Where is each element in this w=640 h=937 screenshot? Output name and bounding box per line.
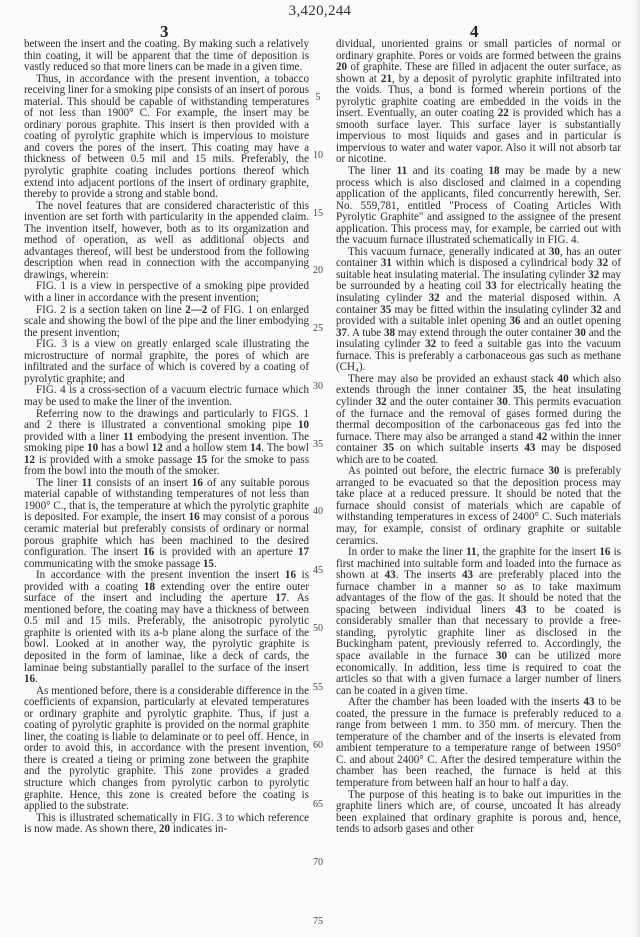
page-number-right: 4 [470, 22, 479, 41]
page-edge-shadow [634, 0, 640, 937]
paragraph: Thus, in accordance with the present invention, a tobacco receiving liner for a smoking pipe consists of an insert of porous material. This should be capable of withstanding temperatures of not less than 1900° C. For example, the insert may be ordinary porous graphite. This insert is then provided with a coating of pyrolytic graphite which is impervious to moisture and covers the pores of the insert. This coating may have a thickness of between 0.5 mil and 15 mils. Preferably, the pyrolytic graphite coating includes portions thereof which extend into adjacent portions of the insert of ordinary graphite, thereby to provide a strong and stable bond. [24, 72, 310, 201]
line-number: 5 [315, 92, 321, 103]
line-number: 35 [313, 439, 323, 450]
paragraph: There may also be provided an exhaust stack 40 which also extends through the inner container 35, the heat insulating cylinder 32 and the outer container 30. This permits evacuation of the furnace and the removal of gases formed during the thermal decomposition of the carbonaceous gas fed into the furnace. There may also be arranged a stand 42 within the inner container 35 on which suitable inserts 43 may be disposed which are to be coated. [336, 372, 622, 466]
line-number: 20 [313, 265, 323, 276]
paragraph: In accordance with the present invention the insert 16 is provided with a coating 18 extending over the entire outer surface of the insert and including the aperture 17. As mentioned before, the coating may have a thickness of between 0.5 mil and 15 mils. Preferably, the anisotropic pyrolytic graphite is oriented with its a-b plane along the surface of the bowl. Looked at in another way, the pyrolytic graphite is deposited in the form of laminae, like a deck of cards, the laminae being substantially parallel to the surface of the insert 16. [24, 569, 309, 686]
paragraph: As mentioned before, there is a considerable difference in the coefficients of expansion, particularly at elevated temperatures or ordinary graphite and pyrolytic graphite. Thus, if just a coating of pyrolytic graphite is provided on the normal graphite liner, the coating is liable to delaminate or to peel off. Hence, in order to avoid this, in accordance with the present invention, there is created a tieing or priming zone between the graphite and the pyrolytic graphite. This zone provides a graded structure which changes from pyrolytic carbon to pyrolytic graphite. Hence, this zone is created before the coating is applied to the substrate. [24, 684, 309, 813]
paragraph: between the insert and the coating. By making such a relatively thin coating, it will be apparent that the time of deposition is vastly reduced so that more liners can be made in a given time. [24, 38, 309, 74]
paragraph: This vacuum furnace, generally indicated at 30, has an outer container 31 within which is disposed a cylindrical body 32 of suitable heat insulating material. The insulating cylinder 32 may be surrounded by a heating coil 33 for electrically heating the insulating cylinder 32 and the material disposed within. A container 35 may be fitted within the insulating cylinder 32 and provided with a suitable inlet opening 36 and an outlet opening 37. A tube 38 may extend through the outer container 30 and the insulating cylinder 32 to feed a suitable gas into the vacuum furnace. This is preferably a carbonaceous gas such as methane (CH₄). [336, 245, 622, 374]
paragraph: As pointed out before, the electric furnace 30 is preferably arranged to be evacuated so that the deposition process may take place at a reduced pressure. It should be noted that the furnace should consist of materials which are capable of withstanding temperatures in excess of 2400° C. Such materials may, for example, consist of ordinary graphite or suitable ceramics. [336, 465, 621, 547]
line-number: 45 [313, 565, 323, 576]
line-number: 55 [313, 682, 323, 693]
line-number: 50 [313, 623, 323, 634]
paragraph: The novel features that are considered characteristic of this invention are set forth with particularity in the appended claim. The invention itself, however, both as to its organization and method of operation, as well as additional objects and advantages thereof, will best be understood from the following description when read in connection with the accompanying drawings, wherein: [24, 199, 309, 281]
paragraph: dividual, unoriented grains or small particles of normal or ordinary graphite. Pores or voids are formed between the grains 20 of graphite. These are filled in adjacent the outer surface, as shown at 21, by a deposit of pyrolytic graphite infiltrated into the voids. Thus, a bond is formed wherein portions of the pyrolytic graphite coating are embedded in the voids in the insert. Eventually, an outer coating 22 is provided which has a smooth surface layer. This surface layer is substantially impervious to most liquids and gases and in particular is impervious to water and water vapor. Also it will not absorb tar or nicotine. [336, 38, 621, 166]
paragraph: In order to make the liner 11, the graphite for the insert 16 is first machined into suitable form and loaded into the furnace as shown at 43. The inserts 43 are preferably placed into the furnace chamber in a manner so as to take maximum advantages of the flow of the gas. It should be noted that the spacing between individual liners 43 to be coated is considerably smaller than that necessary to provide a free-standing, pyrolytic graphite liner as disclosed in the Buckingham patent, previously referred to. Accordingly, the space available in the furnace 30 can be utilized more economically. In addition, less time is required to coat the articles so that with a given furnace a larger number of liners can be coated in a given time. [336, 546, 622, 697]
line-number: 75 [313, 916, 323, 927]
paragraph: FIG. 4 is a cross-section of a vacuum electric furnace which may be used to make the liner of the invention. [24, 384, 309, 408]
line-number: 25 [313, 323, 323, 334]
paragraph: The liner 11 and its coating 18 may be made by a new process which is also disclosed and claimed in a copending application of the applicants, filed concurrently herewith, Ser. No. 559,781, entitled "Process of Coating Articles With Pyrolytic Graphite" and assigned to the assignee of the present application. This process may, for example, be carried out with the vacuum furnace illustrated schematically in FIG. 4. [336, 165, 621, 247]
line-number: 10 [313, 150, 323, 161]
page-number-left: 3 [160, 22, 169, 41]
paragraph: This is illustrated schematically in FIG. 3 to which reference is now made. As shown there, 20 indicates in- [24, 811, 309, 836]
paragraph: FIG. 1 is a view in perspective of a smoking pipe provided with a liner in accordance with the present invention; [24, 280, 309, 305]
paragraph: Referring now to the drawings and particularly to FIGS. 1 and 2 there is illustrated a conventional smoking pipe 10 provided with a liner 11 embodying the present invention. The smoking pipe 10 has a bowl 12 and a hollow stem 14. The bowl 12 is provided with a smoke passage 15 for the smoke to pass from the bowl into the mouth of the smoker. [24, 407, 309, 478]
line-number: 40 [313, 506, 323, 517]
paragraph: After the chamber has been loaded with the inserts 43 to be coated, the pressure in the furnace is preferably reduced to a range from between 1 mm. to 350 mm. of mercury. Then the temperature of the chamber and of the inserts is elevated from ambient temperature to a temperature range of between 1950° C. and about 2400° C. After the desired temperature within the chamber has been reached, the furnace is held at this temperature from between half an hour to half a day. [336, 696, 621, 789]
line-number: 70 [313, 857, 323, 868]
left-column [24, 39, 309, 836]
line-number: 60 [313, 740, 323, 751]
paragraph: The purpose of this heating is to bake out impurities in the graphite liners which are, of course, uncoated It has already been explained that ordinary graphite is porous and, hence, tends to adsorb gases and other [336, 788, 621, 836]
line-number: 65 [313, 799, 323, 810]
line-number: 30 [313, 381, 323, 392]
right-column [336, 39, 621, 836]
line-number: 15 [313, 208, 323, 219]
paragraph: The liner 11 consists of an insert 16 of any suitable porous material capable of withstanding temperatures of not less than 1900° C., that is, the temperature at which the pyrolytic graphite is deposited. For example, the insert 16 may consist of a porous ceramic material but preferably consists of ordinary or normal porous graphite which has been machined to the desired configuration. The insert 16 is provided with an aperture 17 communicating with the smoke passage 15. [24, 476, 309, 570]
patent-number: 3,420,244 [288, 3, 352, 19]
paragraph: FIG. 2 is a section taken on line 2—2 of FIG. 1 on enlarged scale and showing the bowl of the pipe and the liner embodying the present invention; [24, 303, 309, 339]
paragraph: FIG. 3 is a view on greatly enlarged scale illustrating the microstructure of normal graphite, the pores of which are infiltrated and the surface of which is covered by a coating of pyrolytic graphite; and [24, 338, 309, 385]
